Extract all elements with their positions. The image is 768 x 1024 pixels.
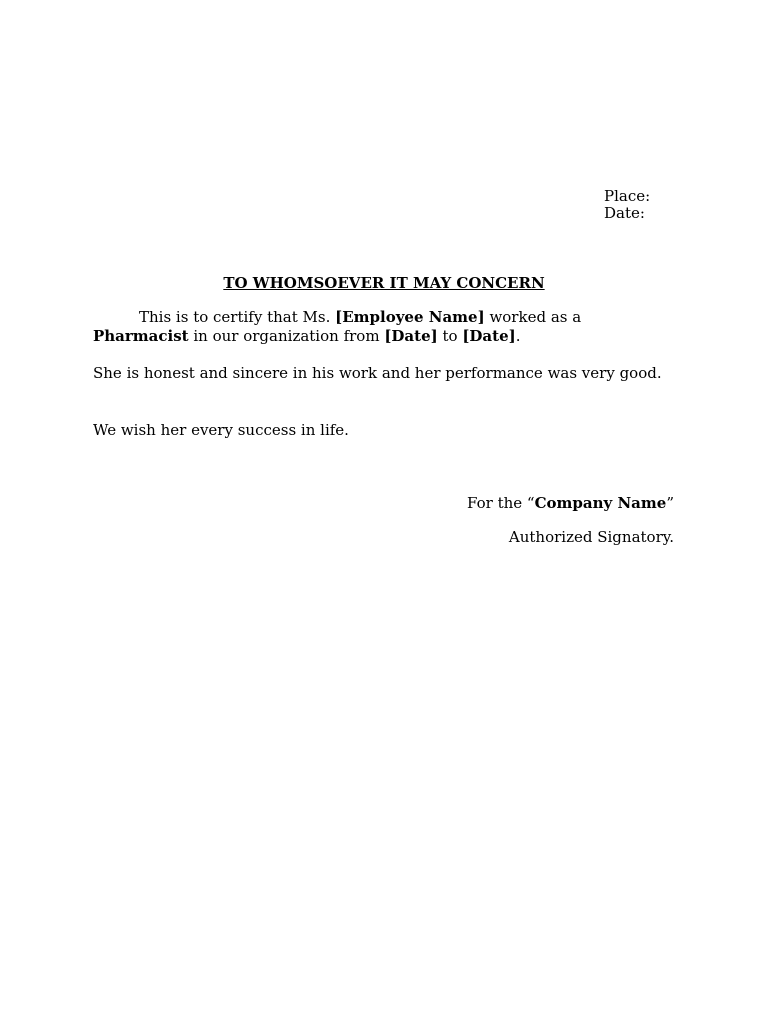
date-label: Date: (604, 204, 645, 222)
company-line (467, 494, 674, 513)
p1-text-5: . (515, 327, 521, 345)
place-label: Place: (604, 187, 651, 205)
company-name: Company Name (534, 494, 667, 512)
authorized-signatory: Authorized Signatory. (508, 528, 674, 546)
wishes-paragraph: We wish her every success in life. (93, 421, 349, 439)
place-date-block (604, 188, 650, 222)
certification-paragraph (93, 308, 678, 346)
p1-text-1: This is to certify that Ms. (139, 308, 336, 326)
designation: Pharmacist (93, 327, 189, 345)
conduct-paragraph: She is honest and sincere in his work and her performance was very good. (93, 364, 662, 382)
for-suffix: ” (666, 494, 674, 512)
from-date: [Date] (384, 327, 438, 345)
to-date: [Date] (462, 327, 516, 345)
employee-name: [Employee Name] (335, 308, 485, 326)
for-prefix: For the “ (467, 494, 535, 512)
p1-text-4: to (437, 327, 463, 345)
document-title: TO WHOMSOEVER IT MAY CONCERN (223, 274, 545, 292)
p1-text-2: worked as a (484, 308, 582, 326)
p1-text-3: in our organization from (188, 327, 385, 345)
